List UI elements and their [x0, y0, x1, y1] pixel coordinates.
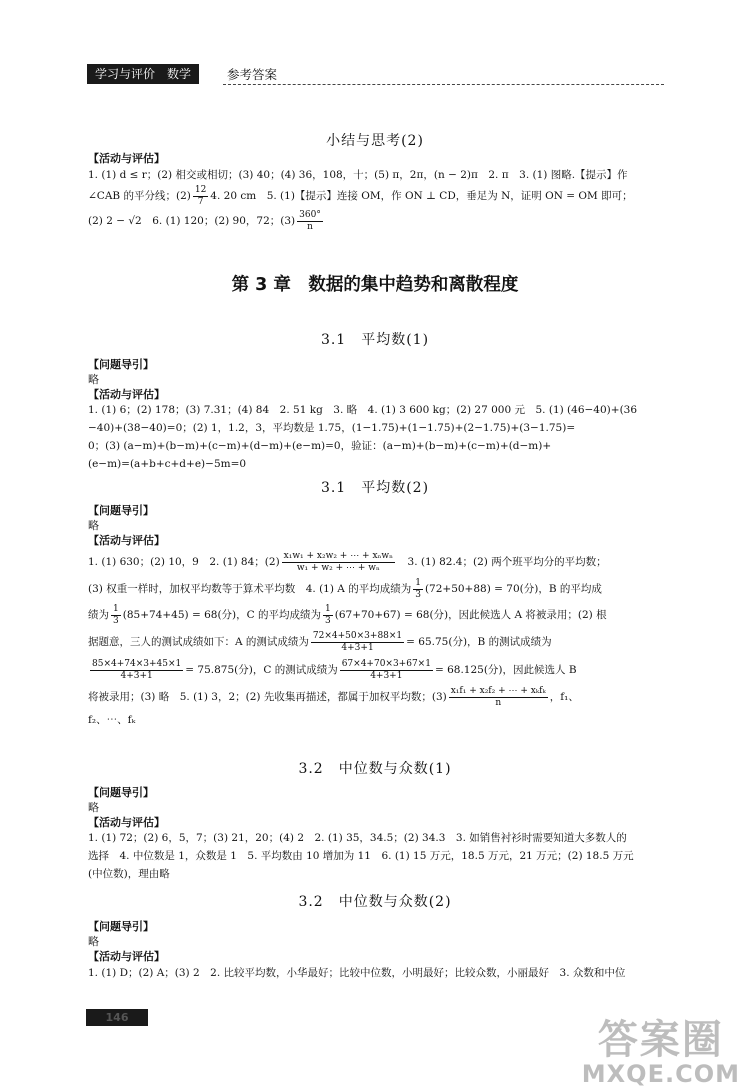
answer-paragraph: 1. (1) 630；(2) 10，9 2. (1) 84；(2) $\frac{\text{x₁w₁ + x₂w₂ + ⋯ + xₙwₙ}}{\text{w₁ + w₂ + ⋯ + wₙ}}$ 3. (1) 82.4；(2) 两个班平均分的平均数； (3) 权重一样时，加权平均数等于算术平均数 4. (1) A 的平均成绩为 $\frac{1}{3}$ (72+50+88) = 70(分)，B 的平均成 绩为 $\frac{1}{3}$ (85+74+45) = 68(分)，C 的平均成绩为 $\frac{1}{3}$ (67+70+67) = 68(分)，因此候选人 A 将被录用；(2) 根 据题意，三人的测试成绩如下：A 的测试成绩为 $\frac{72\times 4+50\times 3+88\times 1}{4+3+1}$ = 65.75(分)，B 的测试成绩为 $\frac{85\times 4+74\times 3+45\times 1}{4+3+1}$ = 75.875(分)，C 的测试成绩为 $\frac{67\times 4+70\times 3+67\times 1}{4+3+1}$ = 68.125(分)，因此候选人 B 将被录用；(3) 略 5. (1) 3，2；(2) 先收集再描述，都属于加权平均数；(3) $\frac{\text{x₁f₁ + x₂f₂ + ⋯ + xₖfₖ}}{n}$ ，f₁、 f₂、⋯、fₖ — [88, 551, 607, 726]
section-label: 【问题导引】 — [88, 358, 154, 371]
section-label: 【问题导引】 — [88, 786, 154, 799]
section-label: 【活动与评估】 — [88, 534, 165, 547]
section-title: 3.1 平均数(1) — [320, 332, 430, 348]
answer-paragraph: 1. (1) d ≤ r；(2) 相交或相切；(3) 40；(4) 36，108，十；(5) π，2π，(n − 2)π 2. π 3. (1) 图略.【提示】作 ∠CAB 的平分线；(2) $\frac{12}{7}$ 4. 20 cm 5. (1)【提示】连接 OM，作 ON ⊥ CD，垂足为 N，证明 ON = OM 即可； (2) 2 − √2 6. (1) 120；(2) 90，72；(3) $\frac{360^\circ}{n}$ — [88, 169, 633, 232]
watermark — [582, 1019, 740, 1087]
watermark-logo-text: 答案圈 — [597, 1017, 724, 1063]
section-label: 【活动与评估】 — [88, 816, 165, 829]
chapter-title: 第 3 章 数据的集中趋势和离散程度 — [231, 275, 519, 295]
running-header — [87, 64, 664, 88]
section-title: 小结与思考(2) — [326, 133, 424, 149]
page-number: 146 — [86, 1009, 148, 1026]
answer-section-label: 参考答案 — [227, 67, 278, 82]
section-title: 3.2 中位数与众数(2) — [298, 894, 452, 910]
section-label: 【问题导引】 — [88, 504, 154, 517]
book-title-box: 学习与评价 数学 — [87, 64, 199, 84]
skip-text: 略 — [88, 801, 99, 814]
skip-text: 略 — [88, 935, 99, 948]
skip-text: 略 — [88, 373, 99, 386]
section-label: 【活动与评估】 — [88, 950, 165, 963]
section-title: 3.2 中位数与众数(1) — [298, 761, 452, 777]
skip-text: 略 — [88, 519, 99, 532]
section-label: 【活动与评估】 — [88, 388, 165, 401]
section-title: 3.1 平均数(2) — [320, 480, 430, 496]
section-label: 【问题导引】 — [88, 920, 154, 933]
answer-paragraph: 1. (1) 72；(2) 6，5，7；(3) 21，20；(4) 2 2. (1) 35，34.5；(2) 34.3 3. 如销售衬衫时需要知道大多数人的 选择 4. 中位数是 1，众数是 1 5. 平均数由 10 增加为 11 6. (1) 15 万元，18.5 万元，21 万元；(2) 18.5 万元 (中位数)，理由略 — [88, 832, 634, 880]
header-rule — [223, 84, 664, 85]
section-label: 【活动与评估】 — [88, 152, 165, 165]
watermark-url: MXQE.COM — [581, 1060, 740, 1088]
answer-paragraph: 1. (1) D；(2) A；(3) 2 2. 比较平均数，小华最好；比较中位数，小明最好；比较众数，小丽最好 3. 众数和中位 — [88, 967, 626, 979]
answer-paragraph: 1. (1) 6；(2) 178；(3) 7.31；(4) 84 2. 51 kg 3. 略 4. (1) 3 600 kg；(2) 27 000 元 5. (1) (46−40)+(36 −40)+(38−40)=0；(2) 1，1.2，3，平均数是 1.75，(1−1.75)+(1−1.75)+(2−1.75)+(3−1.75)= 0；(3) (a−m)+(b−m)+(c−m)+(d−m)+(e−m)=0，验证：(a−m)+(b−m)+(c−m)+(d−m)+ (e−m)=(a+b+c+d+e)−5m=0 — [88, 404, 638, 470]
